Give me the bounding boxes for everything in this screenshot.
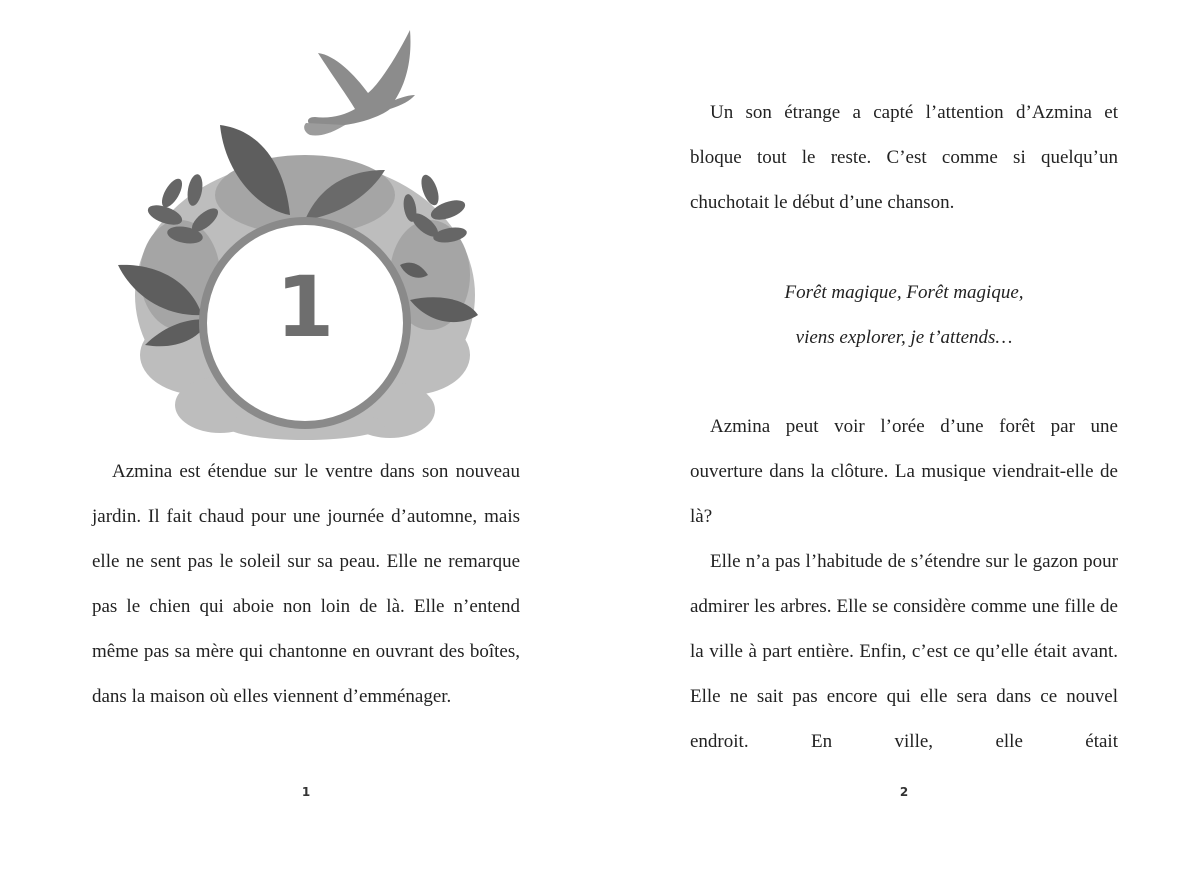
paragraph: Azmina peut voir l’orée d’une forêt par une ouverture dans la clôture. La musique viendrait-elle de là? <box>690 416 1118 527</box>
chapter-number: 1 <box>275 258 335 356</box>
chapter-illustration <box>110 25 500 445</box>
paragraph: Azmina est étendue sur le ventre dans son nouveau jardin. Il fait chaud pour une journée d’automne, mais elle ne sent pas le soleil sur sa peau. Elle ne remarque pas le chien qui aboie non loin de là. Elle n’entend même pas sa mère qui chantonne en ouvrant des boîtes, dans la maison où elles viennent d’emménager. <box>92 461 520 707</box>
paragraph-continued: Elle n’a pas l’habitude de s’étendre sur le gazon pour admirer les arbres. Elle se considère comme une fille de la ville à part entière. Enfin, c’est ce qu’elle était avant. Elle ne sait pas encore qui elle sera dans ce nouvel endroit. En ville, elle était <box>690 551 1118 752</box>
poem-line: Forêt magique, Forêt magique, <box>784 282 1024 303</box>
right-page-body-top <box>690 90 1118 225</box>
chapter-ring <box>203 221 407 425</box>
paragraph: Un son étrange a capté l’attention d’Azmina et bloque tout le reste. C’est comme si quelqu’un chuchotait le début d’une chanson. <box>690 102 1118 213</box>
page-number-left: 1 <box>301 785 311 799</box>
right-page-body-bottom <box>690 404 1118 764</box>
poem-line: viens explorer, je t’attends… <box>795 327 1013 348</box>
poem <box>690 270 1118 360</box>
left-page-body <box>92 449 520 719</box>
page-number-right: 2 <box>899 785 909 799</box>
dragon-icon <box>304 30 415 136</box>
